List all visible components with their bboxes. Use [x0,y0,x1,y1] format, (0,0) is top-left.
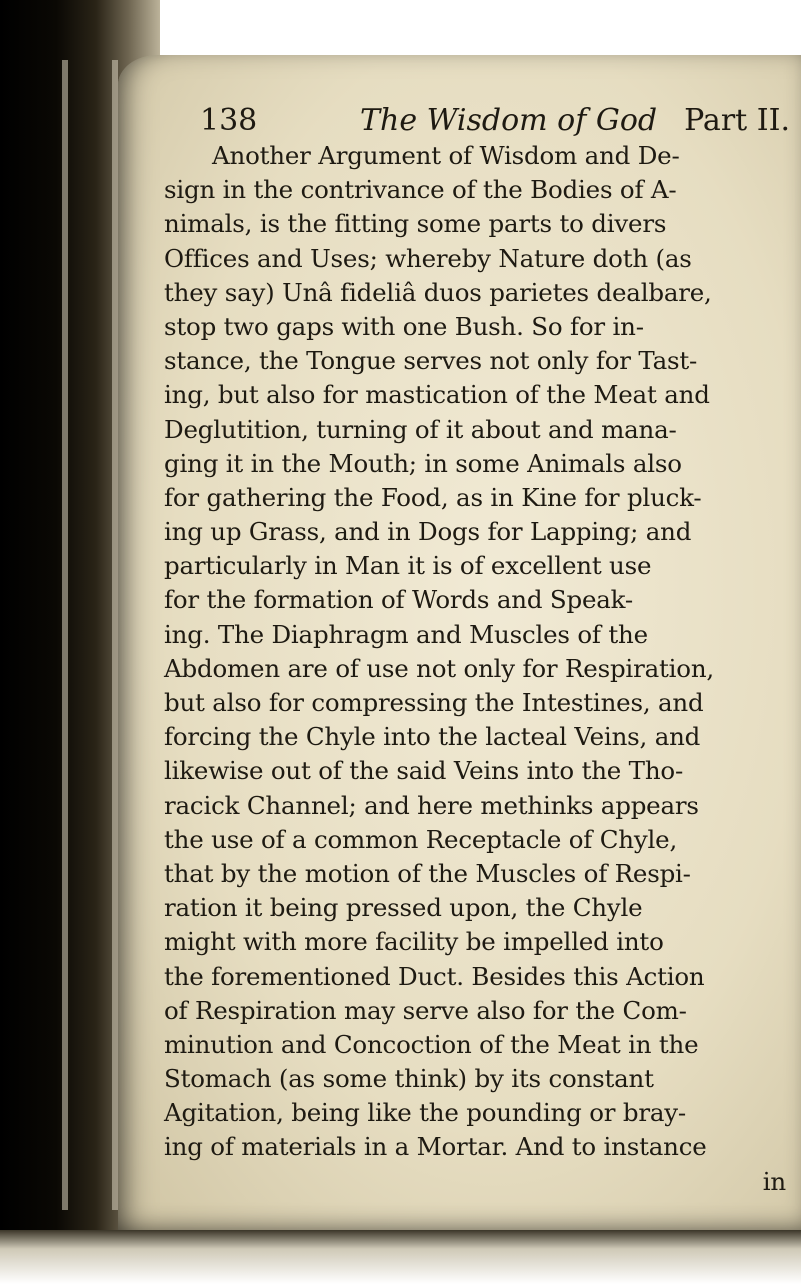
page-number: 138 [200,103,258,138]
text-line: the use of a common Receptacle of Chyle, [164,824,678,854]
text-line: that by the motion of the Muscles of Respi- [164,858,691,888]
body-text [164,139,794,1199]
text-line: they say) Unâ fideliâ duos parietes dealbare, [164,277,712,307]
text-line: of Respiration may serve also for the Com- [164,995,687,1025]
text-line: Offices and Uses; whereby Nature doth (as [164,243,692,273]
text-line: stance, the Tongue serves not only for Tast- [164,346,698,376]
text-line: stop two gaps with one Bush. So for in- [164,311,644,341]
text-line: for the formation of Words and Speak- [164,585,633,615]
page-edge-shadow [0,1230,801,1284]
text-line: particularly in Man it is of excellent use [164,551,652,581]
catchword: in [762,1166,786,1196]
text-line: minution and Concoction of the Meat in the [164,1029,699,1059]
text-line: the forementioned Duct. Besides this Action [164,961,705,991]
text-line: ing up Grass, and in Dogs for Lapping; and [164,517,692,547]
text-line: Abdomen are of use not only for Respiration, [164,653,714,683]
text-line: Another Argument of Wisdom and De- [212,141,680,170]
running-title: The Wisdom of God [360,103,658,138]
text-line: for gathering the Food, as in Kine for pluck- [164,482,702,512]
text-line: sign in the contrivance of the Bodies of A- [164,175,677,205]
text-line: likewise out of the said Veins into the Tho- [164,756,684,786]
text-line: Agitation, being like the pounding or bray- [164,1098,686,1128]
text-line: ration it being pressed upon, the Chyle [164,893,643,923]
text-line: ing. The Diaphragm and Muscles of the [164,619,648,649]
part-label: Part II. [684,103,790,138]
text-line: ging it in the Mouth; in some Animals also [164,448,682,478]
text-line: racick Channel; and here methinks appears [164,790,699,820]
text-line: but also for compressing the Intestines, and [164,688,704,717]
text-line: ing, but also for mastication of the Meat and [164,380,710,410]
text-line: Stomach (as some think) by its constant [164,1064,654,1094]
book-page [118,55,801,1230]
text-line: might with more facility be impelled into [164,927,664,957]
text-line: forcing the Chyle into the lacteal Veins, and [164,722,701,752]
text-line: Deglutition, turning of it about and mana- [164,414,677,444]
binding-highlight [62,60,68,1210]
text-line: nimals, is the fitting some parts to divers [164,209,667,239]
text-line: ing of materials in a Mortar. And to instance [164,1132,707,1162]
